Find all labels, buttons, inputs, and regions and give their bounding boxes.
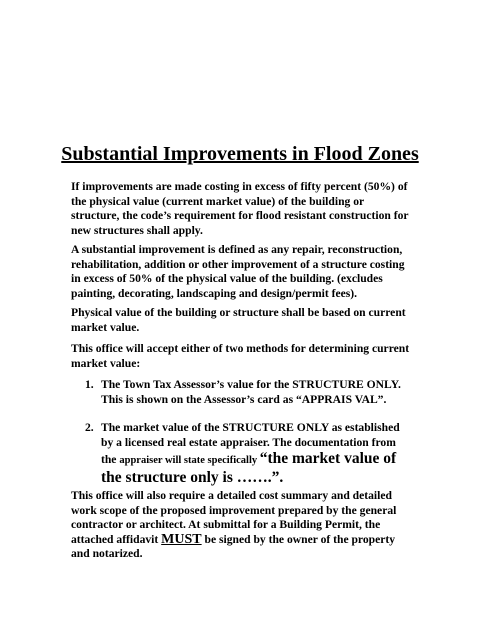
paragraph-cost-summary-text-end: be signed by the owner of the property and notarized.: [71, 532, 396, 560]
list-item: [71, 421, 411, 487]
paragraph-definition: A substantial improvement is defined as any repair, reconstruction, rehabilitation, addition or other improvement of a structure costing in excess of 50% of the physical value of the building. (excludes painting, decorating, landscaping and design/permit fees).: [71, 243, 405, 300]
paragraph-physical-value: Physical value of the building or structure shall be based on current market value.: [71, 306, 406, 334]
must-emphasis: MUST: [161, 531, 202, 547]
list-item-number: 1.: [85, 378, 94, 391]
list-item-text: The market value of the STRUCTURE ONLY as established by a licensed real estate appraiser. The documentation from the: [101, 421, 400, 466]
paragraph-cost-summary: [71, 489, 411, 562]
document-title: Substantial Improvements in Flood Zones: [61, 143, 419, 165]
list-item: [71, 378, 411, 407]
list-item-text: The Town Tax Assessor’s value for the STRUCTURE ONLY. This is shown on the Assessor’s card as “APPRAIS VAL”.: [101, 378, 401, 406]
methods-list: [71, 378, 411, 487]
list-item-text-emphasis: “the market value of the structure only is …….”.: [101, 450, 397, 486]
list-item-text-small: appraiser will state specifically: [119, 455, 260, 466]
paragraph-methods-intro: This office will accept either of two methods for determining current market value:: [71, 342, 410, 370]
paragraph-cost-summary-text: This office will also require a detailed cost summary and detailed work scope of the proposed improvement prepared by the general contractor or architect. At submittal for a Building Permit, the attached affidavit: [71, 489, 397, 546]
list-item-number: 2.: [85, 421, 94, 434]
paragraph-threshold: If improvements are made costing in excess of fifty percent (50%) of the physical value (current market value) of the building or structure, the code’s requirement for flood resistant construction for new structures shall apply.: [71, 180, 409, 237]
